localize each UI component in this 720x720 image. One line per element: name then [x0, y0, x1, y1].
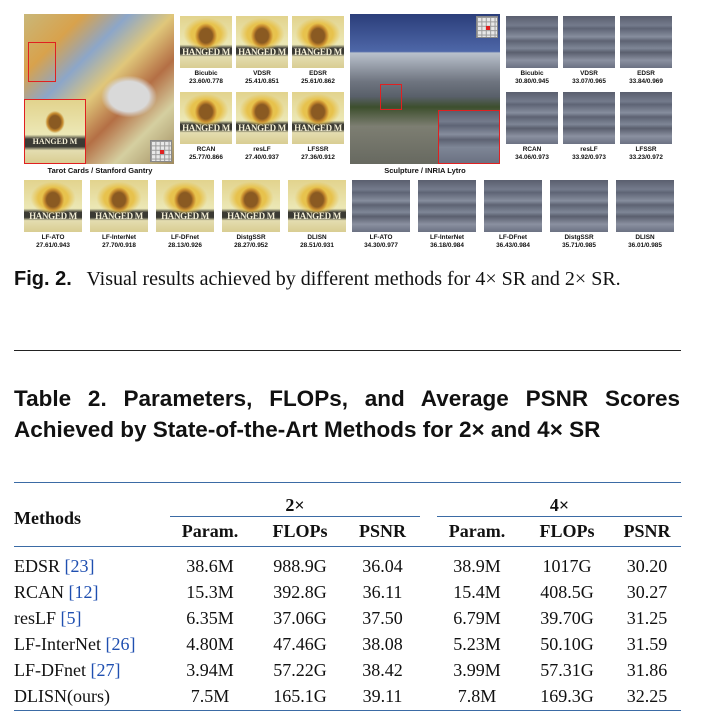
- method-score: 30.80/0.945: [515, 78, 549, 85]
- figure-caption-text: Visual results achieved by different methods for 4× SR and 2× SR.: [86, 268, 621, 290]
- table-cell: 165.1G: [273, 686, 327, 706]
- table-cell: 1017G: [542, 556, 592, 576]
- angular-grid-icon-right: [476, 16, 498, 38]
- method-label: RCAN: [14, 582, 65, 602]
- table-cell: 7.5M: [190, 686, 230, 706]
- method-name: DistgSSR: [236, 234, 266, 241]
- method-name: DLISN: [307, 234, 327, 241]
- method-score: 28.27/0.952: [234, 242, 268, 249]
- result-thumbnail: [563, 16, 615, 68]
- result-thumbnail: [292, 92, 344, 144]
- method-result-caption: [412, 234, 482, 250]
- citation-link[interactable]: [26]: [105, 634, 136, 654]
- sculpture-scene-image: [350, 14, 500, 164]
- method-name: DLISN: [635, 234, 655, 241]
- method-label: LF-DFnet: [14, 660, 86, 680]
- method-score: 34.30/0.977: [364, 242, 398, 249]
- result-thumbnail: [418, 180, 476, 232]
- table-cell: 5.23M: [453, 634, 501, 654]
- method-score: 25.61/0.862: [301, 78, 335, 85]
- table-bottom-rule: [14, 710, 681, 711]
- method-score: 34.06/0.973: [515, 154, 549, 161]
- method-result-caption: [557, 70, 621, 86]
- method-name: resLF: [253, 146, 271, 153]
- method-result-caption: [478, 234, 548, 250]
- table-cell: 988.9G: [273, 556, 327, 576]
- result-thumbnail: [288, 180, 346, 232]
- method-cell: [14, 607, 82, 629]
- method-name: LFSSR: [635, 146, 657, 153]
- table-cell: 32.25: [626, 686, 668, 706]
- table-cell: 169.3G: [540, 686, 594, 706]
- method-result-caption: [216, 234, 286, 250]
- column-header: Param.: [181, 521, 239, 541]
- group-rule-4x: [437, 516, 682, 517]
- method-score: 23.60/0.778: [189, 78, 223, 85]
- method-name: EDSR: [637, 70, 655, 77]
- method-score: 25.77/0.866: [189, 154, 223, 161]
- table-cell: 31.25: [626, 608, 668, 628]
- angular-grid-icon: [150, 140, 172, 162]
- table-cell: 39.11: [362, 686, 403, 706]
- inset-text: HANGED M: [32, 137, 78, 146]
- sculpture-zoom-box: [380, 84, 402, 110]
- result-thumbnail: [236, 16, 288, 68]
- result-thumbnail: [180, 16, 232, 68]
- left-scene-caption: Tarot Cards / Stanford Gantry: [47, 166, 153, 175]
- result-thumbnail: [616, 180, 674, 232]
- method-result-caption: [346, 234, 416, 250]
- method-score: 36.01/0.985: [628, 242, 662, 249]
- table-cell: 15.3M: [186, 582, 234, 602]
- table-cell: 38.08: [362, 634, 403, 654]
- method-name: RCAN: [196, 146, 216, 153]
- method-name: EDSR: [309, 70, 327, 77]
- column-header: FLOPs: [539, 521, 595, 541]
- method-name: LF-ATO: [369, 234, 393, 241]
- result-thumbnail: [292, 16, 344, 68]
- method-name: Bicubic: [520, 70, 544, 77]
- method-cell: [14, 633, 135, 655]
- table-cell: 6.35M: [186, 608, 234, 628]
- method-score: 33.84/0.969: [629, 78, 663, 85]
- method-name: LF-DFnet: [498, 234, 528, 241]
- method-score: 33.07/0.965: [572, 78, 606, 85]
- method-result-caption: [500, 70, 564, 86]
- result-thumbnail: [180, 92, 232, 144]
- method-score: 27.70/0.918: [102, 242, 136, 249]
- method-result-caption: [84, 234, 154, 250]
- method-cell: [14, 555, 95, 577]
- methods-header: Methods: [14, 508, 81, 528]
- table-cell: 30.20: [626, 556, 668, 576]
- method-result-caption: [544, 234, 614, 250]
- table-cell: 6.79M: [453, 608, 501, 628]
- figure-label: Fig. 2.: [14, 268, 72, 290]
- method-score: 33.23/0.972: [629, 154, 663, 161]
- result-thumbnail: [620, 92, 672, 144]
- method-score: 27.61/0.943: [36, 242, 70, 249]
- result-thumbnail: [620, 16, 672, 68]
- table-cell: 38.42: [362, 660, 403, 680]
- group-header-2x: 2×: [285, 495, 305, 515]
- method-result-caption: [150, 234, 220, 250]
- citation-link[interactable]: [5]: [60, 608, 82, 628]
- table-title: Table 2. Parameters, FLOPs, and Average PSNR Scores Achieved by State-of-the-Art Methods for 2× and 4× SR: [14, 386, 680, 442]
- method-score: 36.43/0.984: [496, 242, 530, 249]
- method-label: LF-InterNet: [14, 634, 101, 654]
- method-cell: [14, 659, 121, 681]
- table-cell: 4.80M: [186, 634, 234, 654]
- method-result-caption: [18, 234, 88, 250]
- table-cell: 392.8G: [273, 582, 327, 602]
- table-cell: 39.70G: [540, 608, 594, 628]
- method-score: 35.71/0.985: [562, 242, 596, 249]
- result-thumbnail: [222, 180, 280, 232]
- table-cell: 37.06G: [273, 608, 327, 628]
- method-result-caption: [174, 70, 238, 86]
- method-result-caption: [610, 234, 680, 250]
- method-cell: [14, 685, 110, 707]
- column-header: Param.: [448, 521, 506, 541]
- method-name: Bicubic: [194, 70, 218, 77]
- method-result-caption: [230, 146, 294, 162]
- table-cell: 36.04: [362, 556, 403, 576]
- figure: [0, 0, 720, 250]
- method-result-caption: [286, 70, 350, 86]
- column-header: PSNR: [358, 521, 406, 541]
- table-cell: 57.22G: [273, 660, 327, 680]
- thumbnail-scene-text: HANGED M: [95, 211, 143, 222]
- thumbnail-scene-text: HANGED M: [294, 123, 342, 134]
- table-cell: 37.50: [362, 608, 403, 628]
- table-cell: 31.86: [626, 660, 668, 680]
- method-name: VDSR: [253, 70, 271, 77]
- table-cell: 30.27: [626, 582, 668, 602]
- table-cell: 38.9M: [453, 556, 501, 576]
- method-name: DistgSSR: [564, 234, 594, 241]
- section-divider: [14, 350, 681, 351]
- table-cell: 408.5G: [540, 582, 594, 602]
- result-thumbnail: [484, 180, 542, 232]
- thumbnail-scene-text: HANGED M: [161, 211, 209, 222]
- table-cell: 3.94M: [186, 660, 234, 680]
- method-name: LFSSR: [307, 146, 329, 153]
- method-name: VDSR: [580, 70, 598, 77]
- method-name: LF-InterNet: [101, 234, 137, 241]
- tarot-zoom-inset: [24, 99, 86, 164]
- citation-link[interactable]: [23]: [64, 556, 95, 576]
- thumbnail-scene-text: HANGED M: [238, 47, 286, 58]
- tarot-zoom-box: [28, 42, 56, 82]
- result-thumbnail: [352, 180, 410, 232]
- method-name: RCAN: [522, 146, 542, 153]
- result-thumbnail: [550, 180, 608, 232]
- table-cell: 50.10G: [540, 634, 594, 654]
- citation-link[interactable]: [27]: [90, 660, 121, 680]
- table-cell: 47.46G: [273, 634, 327, 654]
- figure-caption: [14, 265, 694, 293]
- result-thumbnail: [506, 92, 558, 144]
- thumbnail-scene-text: HANGED M: [294, 47, 342, 58]
- group-header-4x: 4×: [549, 495, 570, 515]
- column-header: PSNR: [623, 521, 671, 541]
- header-bottom-rule: [14, 546, 681, 547]
- method-result-caption: [282, 234, 352, 250]
- result-thumbnail: [90, 180, 148, 232]
- method-cell: [14, 581, 99, 603]
- method-result-caption: [174, 146, 238, 162]
- group-rule-2x: [170, 516, 420, 517]
- method-result-caption: [614, 70, 678, 86]
- table-cell: 3.99M: [453, 660, 501, 680]
- method-result-caption: [286, 146, 350, 162]
- table-cell: 31.59: [626, 634, 668, 654]
- method-name: LF-InterNet: [429, 234, 465, 241]
- method-score: 25.41/0.851: [245, 78, 279, 85]
- thumbnail-scene-text: HANGED M: [29, 211, 77, 222]
- method-score: 28.51/0.931: [300, 242, 334, 249]
- method-label: resLF: [14, 608, 56, 628]
- method-label: DLISN(ours): [14, 686, 110, 706]
- table-cell: 36.11: [362, 582, 403, 602]
- result-thumbnail: [236, 92, 288, 144]
- result-thumbnail: [506, 16, 558, 68]
- method-result-caption: [557, 146, 621, 162]
- method-result-caption: [500, 146, 564, 162]
- thumbnail-scene-text: HANGED M: [182, 123, 230, 134]
- method-result-caption: [230, 70, 294, 86]
- result-thumbnail: [24, 180, 82, 232]
- table-cell: 57.31G: [540, 660, 594, 680]
- table-top-rule: [14, 482, 681, 483]
- method-label: EDSR: [14, 556, 61, 576]
- method-result-caption: [614, 146, 678, 162]
- method-name: LF-ATO: [41, 234, 65, 241]
- thumbnail-scene-text: HANGED M: [293, 211, 341, 222]
- table-cell: 7.8M: [457, 686, 497, 706]
- method-score: 33.92/0.973: [572, 154, 606, 161]
- result-thumbnail: [563, 92, 615, 144]
- method-score: 27.36/0.912: [301, 154, 335, 161]
- method-score: 28.13/0.926: [168, 242, 202, 249]
- thumbnail-scene-text: HANGED M: [227, 211, 275, 222]
- thumbnail-scene-text: HANGED M: [182, 47, 230, 58]
- method-score: 27.40/0.937: [245, 154, 279, 161]
- sculpture-zoom-inset: [438, 110, 500, 164]
- result-thumbnail: [156, 180, 214, 232]
- table-cell: 15.4M: [453, 582, 501, 602]
- method-name: resLF: [580, 146, 598, 153]
- column-header: FLOPs: [272, 521, 328, 541]
- citation-link[interactable]: [12]: [68, 582, 99, 602]
- table-cell: 38.6M: [186, 556, 234, 576]
- right-scene-caption: Sculpture / INRIA Lytro: [384, 166, 466, 175]
- tarot-scene-image: [24, 14, 174, 164]
- method-name: LF-DFnet: [170, 234, 200, 241]
- thumbnail-scene-text: HANGED M: [238, 123, 286, 134]
- method-score: 36.18/0.984: [430, 242, 464, 249]
